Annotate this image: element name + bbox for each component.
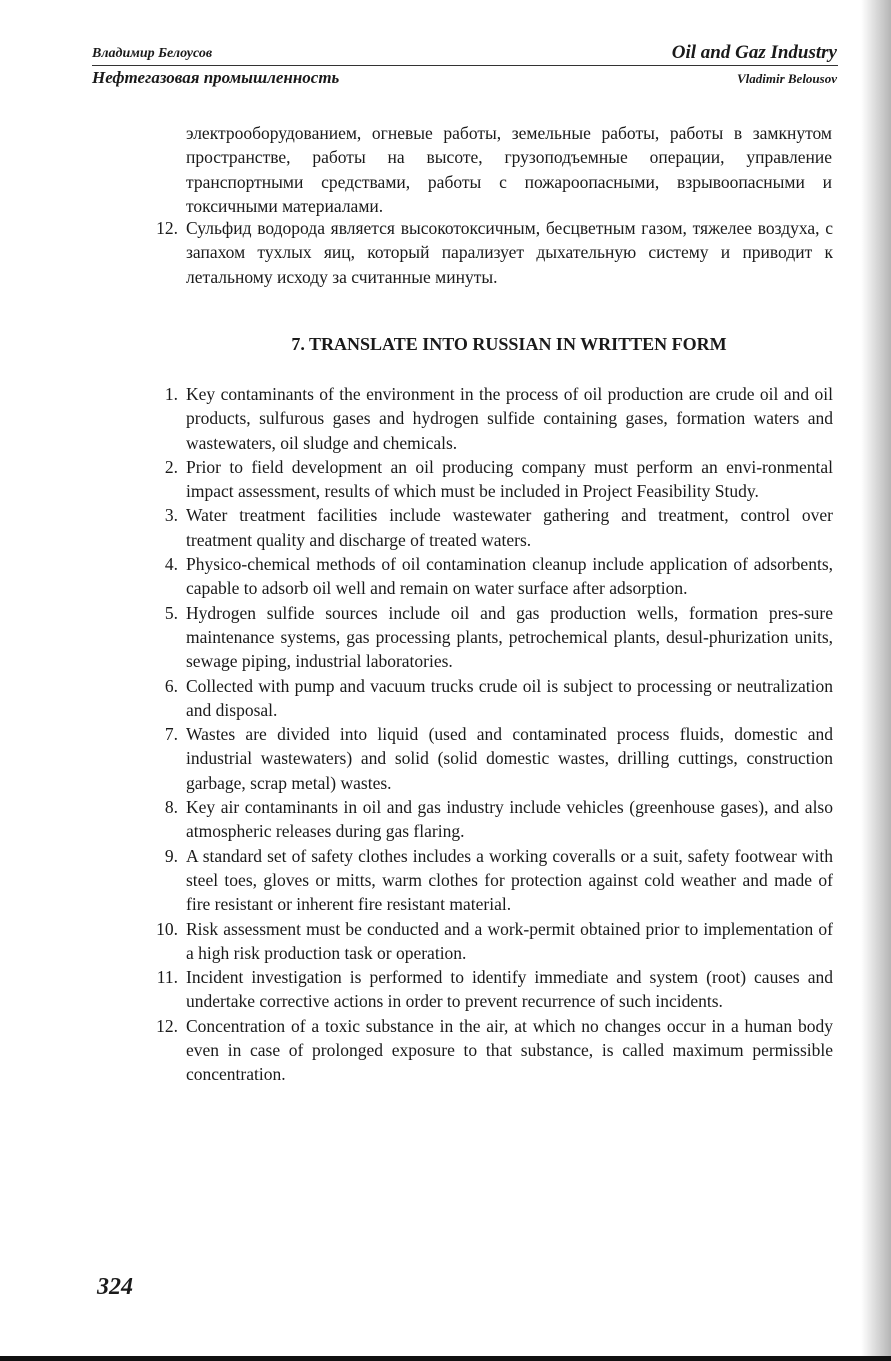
scan-edge-shadow [861,0,891,1361]
list-item [143,917,833,966]
header-title-en: Oil and Gaz Industry [671,42,837,63]
list-item-text: Hydrogen sulfide sources include oil and gas production wells, formation pres-sure maintenance systems, gas processing plants, petrochemical plants, desul-phurization units, sewage piping, industrial laboratories. [186,602,833,672]
list-item-text: Water treatment facilities include wastewater gathering and treatment, control over treatment quality and discharge of treated waters. [186,505,833,550]
list-item [143,674,833,723]
list-item-text: Physico-chemical methods of oil contamination cleanup include application of adsorbents, capable to adsorb oil well and remain on water surface after adsorption. [186,554,833,599]
page-number: 324 [97,1274,133,1300]
list-item-text: Key contaminants of the environment in the process of oil production are crude oil and oil products, sulfurous gases and hydrogen sulfide containing gases, formation waters and wastewaters, oil sludge and chemicals. [186,384,833,453]
list-item-number: 12. [156,218,178,238]
list-item-text: A standard set of safety clothes includes a working coveralls or a suit, safety footwear with steel toes, gloves or mitts, warm clothes for protection against cold weather and made of fire resistant or inherent fire resistant material. [186,845,833,915]
section-heading: 7. TRANSLATE INTO RUSSIAN IN WRITTEN FORM [291,334,727,354]
header-divider [92,65,838,66]
translation-exercise-list [143,382,833,1087]
list-item-number: 7. [164,724,178,745]
list-item-text: Concentration of a toxic substance in the air, at which no changes occur in a human body even in case of prolonged exposure to that substance, is called maximum permissible concentration. [186,1015,833,1085]
list-item [143,455,833,504]
list-item-text: Risk assessment must be conducted and a work-permit obtained prior to implementation of a high risk production task or operation. [186,918,833,963]
list-item-text: Key air contaminants in oil and gas industry include vehicles (greenhouse gases), and also atmospheric releases during gas flaring. [186,797,833,842]
list-item [143,844,833,917]
header-author-en: Vladimir Belousov [736,71,837,86]
list-item [143,552,833,601]
list-item-text: Incident investigation is performed to identify immediate and system (root) causes and undertake corrective actions in order to prevent recurrence of such incidents. [186,967,833,1012]
list-item-number: 10. [156,918,178,939]
list-item-number: 4. [164,554,178,575]
list-item-text: Сульфид водорода является высокотоксичным, бесцветным газом, тяжелее воздуха, с запахом тухлых яиц, который парализует дыхательную систему и приводит к летальному исходу за считанные минуты. [186,218,833,287]
list-item [143,382,833,455]
list-item-text: Collected with pump and vacuum trucks crude oil is subject to processing or neutralization and disposal. [186,675,833,720]
list-item-number: 3. [164,505,178,526]
list-item-number: 9. [164,845,178,866]
list-item [143,1014,833,1087]
list-item [143,965,833,1014]
list-item-number: 6. [164,675,178,696]
list-item-number: 2. [164,456,178,477]
list-item-number: 11. [156,967,178,988]
list-item-text: Wastes are divided into liquid (used and contaminated process fluids, domestic and industrial wastewaters) and solid (solid domestic wastes, drilling cuttings, construction garbage, scrap metal) wastes. [186,724,833,793]
list-item [143,722,833,795]
continuation-paragraph: электрооборудованием, огневые работы, земельные работы, работы в замкнутом пространстве, работы на высоте, грузоподъемные операции, управление транспортными средствами, работы с пожароопасными, взрывоопасными и токсичными материалами. [186,123,832,216]
header-title-ru: Нефтегазовая промышленность [92,68,340,87]
list-item-number: 1. [164,384,178,404]
scan-bottom-edge [0,1356,891,1361]
list-item-number: 12. [156,1015,178,1036]
list-item-number: 8. [164,797,178,818]
list-item [143,795,833,844]
running-header-bottom [92,68,837,90]
header-author-ru: Владимир Белоусов [92,46,213,61]
list-item-text: Prior to field development an oil producing company must perform an envi-ronmental impact assessment, results of which must be included in Project Feasibility Study. [186,456,833,502]
list-item [143,601,833,674]
list-item-number: 5. [164,602,178,623]
running-header-top [92,42,837,66]
list-item [143,503,833,552]
